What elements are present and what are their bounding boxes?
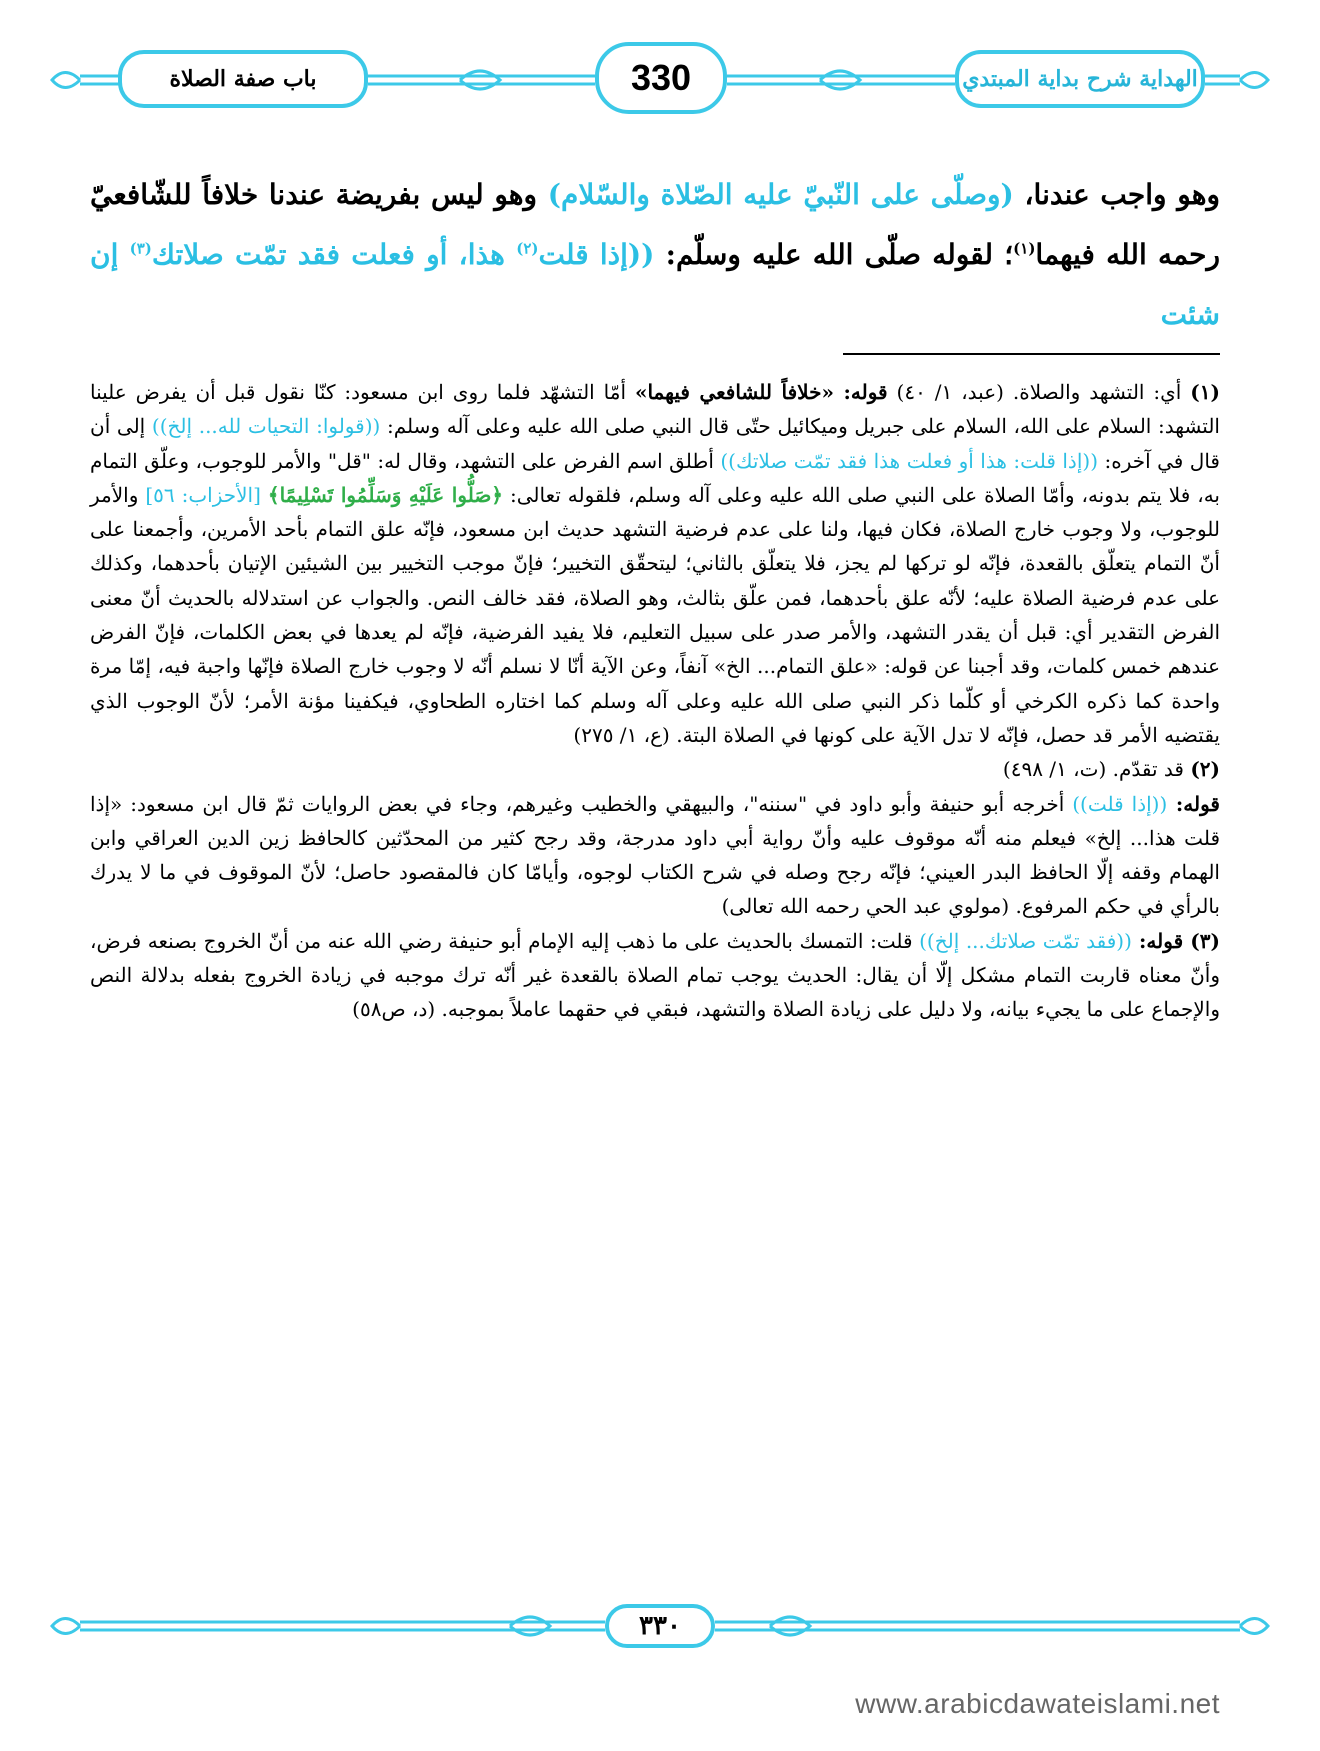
main-text-segment: ؛ لقوله صلّى الله عليه وسلّم: bbox=[654, 238, 1014, 271]
footnote-3 bbox=[90, 924, 1220, 1027]
footnote-label: قوله: «خلافاً للشافعي فيهما» bbox=[634, 380, 888, 404]
footnote-ref-2[interactable]: (٢) bbox=[516, 239, 539, 258]
chapter-title: باب صفة الصلاة bbox=[118, 50, 368, 108]
hadith-part: ((إذا قلت bbox=[538, 238, 655, 271]
quran-verse: ﴿صَلُّوا عَلَيْهِ وَسَلِّمُوا تَسْلِيمًا﴾ bbox=[267, 482, 504, 507]
main-text-segment: وهو واجب عندنا، bbox=[1013, 178, 1220, 211]
footnote-text: أمّا التشهّد فلما روى ابن مسعود: كنّا نقول قبل أن يفرض علينا التشهد: السلام على الله، السلام على جبريل وميكائيل حتّى قال النبي صلى الله عليه وعلى آله وسلم: bbox=[90, 380, 1220, 439]
footnote-number: (٣) bbox=[1190, 928, 1220, 953]
footnote-label: قوله: bbox=[1167, 791, 1220, 816]
verse-reference: [الأحزاب: ٥٦] bbox=[145, 482, 268, 507]
footnote-2 bbox=[90, 752, 1220, 786]
footnote-quote: ((قولوا: التحيات لله... إلخ)) bbox=[151, 414, 381, 439]
footnote-number: (٢) bbox=[1190, 757, 1220, 782]
hadith-part: إن شئت bbox=[90, 238, 1220, 331]
footnote-quote: ((فقد تمّت صلاتك... إلخ)) bbox=[919, 928, 1132, 953]
footnote-2-commentary bbox=[90, 787, 1220, 924]
hadith-part: هذا، أو فعلت فقد تمّت صلاتك bbox=[151, 238, 517, 271]
footer-page-number: ٣٣٠ bbox=[605, 1604, 715, 1648]
footnote-number: (١) bbox=[1190, 380, 1220, 404]
main-text-segment: وهو ليس بفريضة عندنا خلافاً للشّافعيّ رحمه الله فيهما bbox=[90, 178, 1220, 271]
footnote-separator bbox=[843, 353, 1220, 355]
page-number: 330 bbox=[595, 42, 727, 114]
footnote-label: قوله: bbox=[1131, 928, 1191, 953]
footnote-quote: ((إذا قلت)) bbox=[1072, 791, 1168, 816]
footnote-text: أطلق اسم الفرض على التشهد، وقال له: "قل" والأمر للوجوب، وعلّق التمام به، فلا يتم بدونه، وأمّا الصلاة على النبي صلى الله عليه وعلى آله وسلم، فلقوله تعالى: bbox=[90, 448, 1220, 507]
main-text bbox=[90, 165, 1220, 345]
page-header bbox=[40, 40, 1280, 120]
page-footer bbox=[40, 1598, 1280, 1654]
footnote-text: أي: التشهد والصلاة. (عبد، ١/ ٤٠) bbox=[887, 380, 1191, 404]
footnote-ref-3[interactable]: (٣) bbox=[129, 239, 152, 258]
footnote-text: والأمر للوجوب، ولا وجوب خارج الصلاة، فكان فيها، ولنا على عدم فرضية التشهد حديث ابن مسعود، فإنّه علق التمام بأحد الأمرين، وأجمعنا على أنّ التمام يتعلّق بالقعدة، فإنّه لو تركها لم يجز، فلا يتعلّق بالثاني؛ ليتحقّق التخيير؛ فإنّ موجب التخيير بين الشيئين الإتيان بأحدهما، وكذلك على عدم فرضية الصلاة عليه؛ لأنّه علق بأحدهما، فمن علّق بثالث، وهو الصلاة، فقد خالف النص. والجواب عن استدلاله بالحديث أنّ معنى الفرض التقدير أي: قبل أن يقدر التشهد، والأمر صدر على سبيل التعليم، فلا يفيد الفرضية، فإنّه لم يعدها في بعض الكلمات، فإنّ الفرض عندهم خمس كلمات، وقد أجبنا عن قوله: «علق التمام... الخ» آنفاً، وعن الآية أنّا لا نسلم أنّه لا وجوب خارج الصلاة فإنّها واجبة فيه، إمّا مرة واحدة كما ذكره الكرخي أو كلّما ذكر النبي صلى الله عليه وعلى آله وسلم كما اختاره الطحاوي، فيكفينا مؤنة الأمر؛ لأنّ الوجوب الذي يقتضيه الأمر قد حصل، فإنّه لا تدل الآية على كونها في الصلاة البتة. (ع، ١/ ٢٧٥) bbox=[90, 482, 1220, 747]
footnotes bbox=[90, 375, 1220, 1027]
footnote-1 bbox=[90, 375, 1220, 752]
book-title: الهداية شرح بداية المبتدي bbox=[955, 50, 1205, 108]
footnote-ref-1[interactable]: (١) bbox=[1013, 239, 1036, 258]
website-watermark[interactable]: www.arabicdawateislami.net bbox=[855, 1688, 1220, 1719]
footnote-text: إلى أن قال في آخره: bbox=[90, 414, 1220, 473]
main-quote: (وصلّى على النّبيّ عليه الصّلاة والسّلام) bbox=[547, 178, 1014, 211]
footnote-text: أخرجه أبو حنيفة وأبو داود في "سننه"، والبيهقي والخطيب وغيرهم، وجاء في بعض الروايات ثمّ قال ابن مسعود: «إذا قلت هذا... إلخ» فيعلم منه أنّه موقوف عليه وأنّ رواية أبي داود مدرجة، وقد رجح كثير من المحدّثين كالحافظ زين الدين العراقي وابن الهمام وقفه إلّا الحافظ البدر العيني؛ فإنّه رجح وصله في شرح الكتاب لوجوه، وأيامّا كان فالمقصود حاصل؛ لأنّ الموقوف في ما لا يدرك بالرأي في حكم المرفوع. (مولوي عبد الحي رحمه الله تعالى) bbox=[90, 791, 1220, 919]
footnote-text: قد تقدّم. (ت، ١/ ٤٩٨) bbox=[1002, 757, 1191, 782]
footnote-quote: ((إذا قلت: هذا أو فعلت هذا فقد تمّت صلاتك)) bbox=[720, 448, 1099, 473]
footnote-text: قلت: التمسك بالحديث على ما ذهب إليه الإمام أبو حنيفة رضي الله عنه من أنّ الخروج بصنعه فرض، وأنّ معناه قاربت التمام مشكل إلّا أن يقال: الحديث يوجب تمام الصلاة بالقعدة غير أنّه ترك موجبه في زيادة الخروج بفعله بدلالة النص والإجماع على ما يجيء بيانه، ولا دليل على زيادة الصلاة والتشهد، فبقي في حقهما عاملاً بموجبه. (د، ص٥٨) bbox=[90, 928, 1220, 1022]
